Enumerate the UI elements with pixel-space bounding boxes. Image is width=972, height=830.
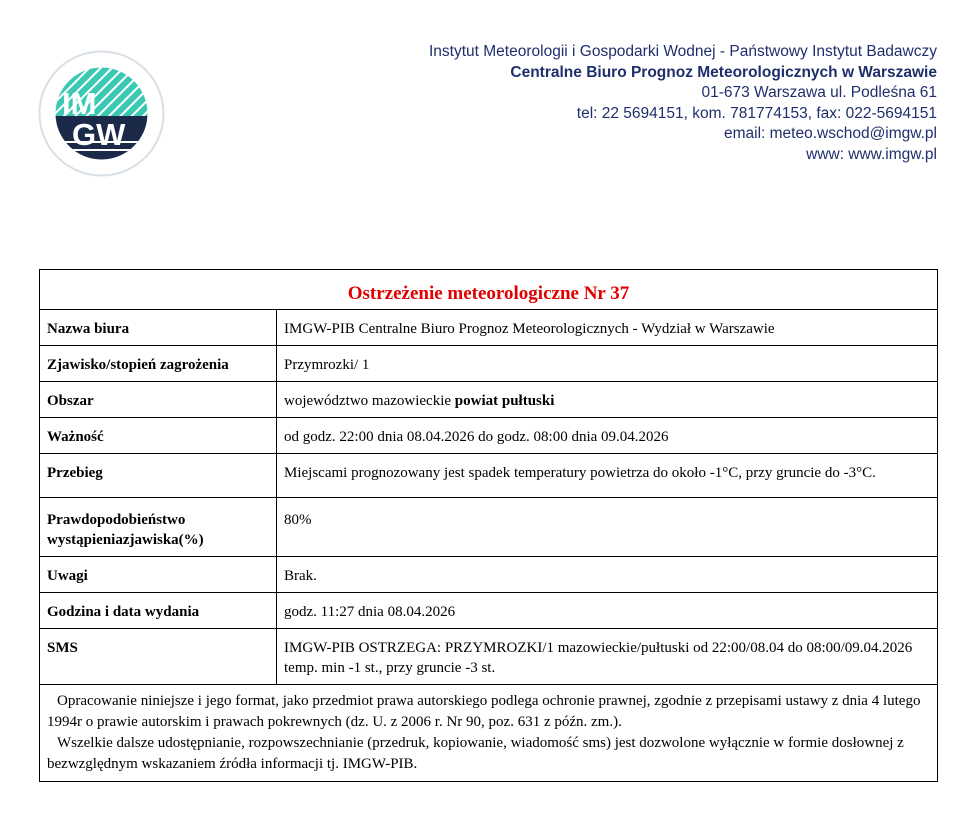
phone: tel: 22 5694151, kom. 781774153, fax: 022-5694151: [576, 104, 937, 122]
website: www: www.imgw.pl: [806, 145, 937, 163]
bureau-name: Centralne Biuro Prognoz Meteorologicznych w Warszawie: [510, 63, 937, 81]
warning-table: [39, 269, 938, 782]
table-row: Nazwa biura IMGW-PIB Centralne Biuro Prognoz Meteorologicznych - Wydział w Warszawie: [40, 310, 938, 346]
table-row: Przebieg Miejscami prognozowany jest spadek temperatury powietrza do około -1°C, przy gruncie do -3°C.: [40, 454, 938, 498]
copyright-notice: Opracowanie niniejsze i jego format, jako przedmiot prawa autorskiego podlega ochronie prawnej, zgodnie z przepisami ustawy z dnia 4 lutego 1994r o prawie autorskim i prawach pokrewnych (dz. U. z 2006 r. Nr 90, poz. 631 z późn. zm.). Wszelkie dalsze udostępnianie, rozpowszechnianie (przedruk, kopiowanie, wiadomość sms) jest dozwolone wyłącznie w formie dosłownej z bezwzględnym wskazaniem źródła informacji tj. IMGW-PIB.: [40, 685, 938, 782]
table-row: Prawdopodobieństwo wystąpieniazjawiska(%) 80%: [40, 498, 938, 557]
table-row: Ważność od godz. 22:00 dnia 08.04.2026 do godz. 08:00 dnia 09.04.2026: [40, 418, 938, 454]
imgw-logo: [38, 50, 165, 177]
institution-header: [429, 42, 937, 165]
table-row: SMS IMGW-PIB OSTRZEGA: PRZYMROZKI/1 mazowieckie/pułtuski od 22:00/08.04 do 08:00/09.04.2026 temp. min -1 st., przy gruncie -3 st.: [40, 629, 938, 685]
institute-name: Instytut Meteorologii i Gospodarki Wodnej - Państwowy Instytut Badawczy: [429, 43, 937, 60]
table-row: Uwagi Brak.: [40, 557, 938, 593]
address: 01-673 Warszawa ul. Podleśna 61: [701, 84, 937, 101]
email: email: meteo.wschod@imgw.pl: [723, 125, 937, 142]
table-row: Godzina i data wydania godz. 11:27 dnia 08.04.2026: [40, 593, 938, 629]
svg-text:IM: IM: [62, 86, 97, 121]
svg-text:GW: GW: [72, 117, 126, 152]
table-row: Obszar województwo mazowieckie powiat pułtuski: [40, 382, 938, 418]
warning-title: Ostrzeżenie meteorologiczne Nr 37: [40, 270, 938, 310]
table-row: Zjawisko/stopień zagrożenia Przymrozki/ 1: [40, 346, 938, 382]
